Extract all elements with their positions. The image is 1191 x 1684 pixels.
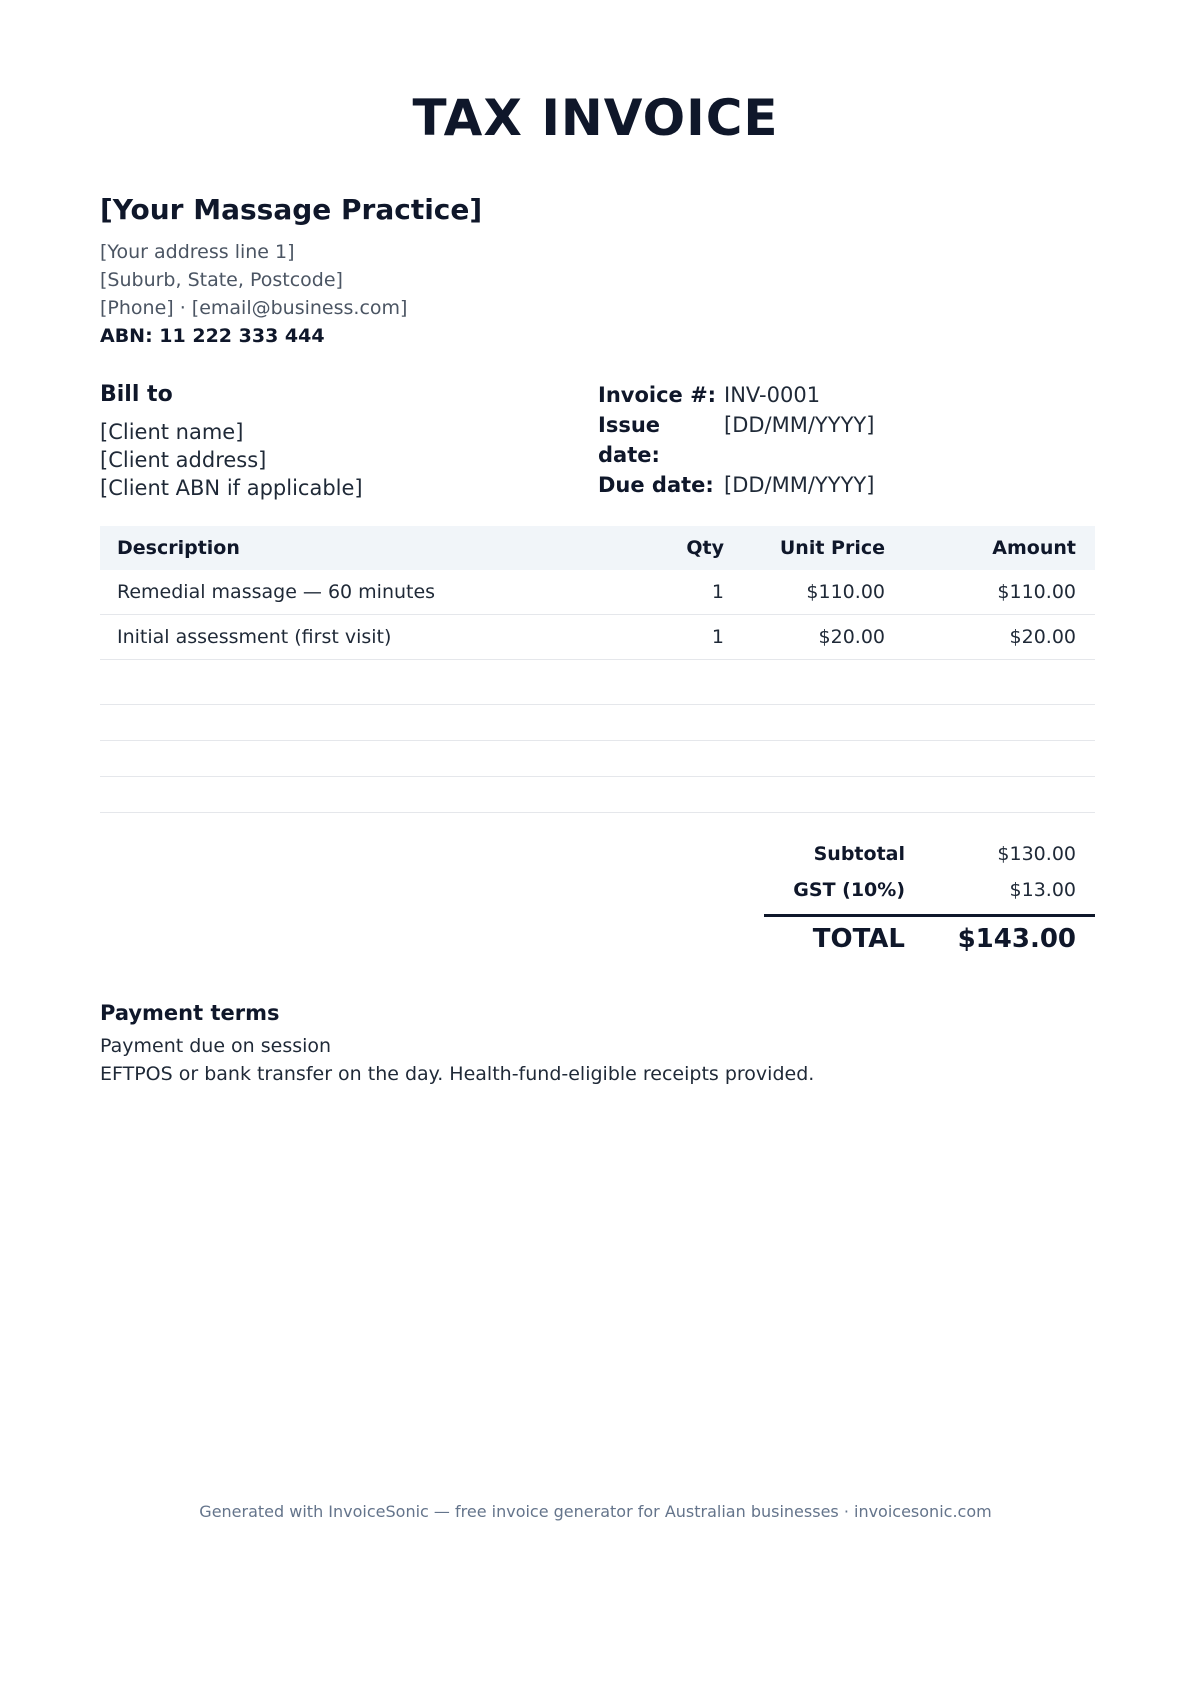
due-date-label: Due date: bbox=[598, 473, 714, 497]
issue-date-label: Issue date: bbox=[598, 413, 661, 467]
header-description: Description bbox=[117, 537, 240, 559]
empty-row bbox=[100, 705, 1095, 741]
footer-text: Generated with InvoiceSonic — free invoice generator for Australian businesses · invoicesonic.com bbox=[199, 1502, 992, 1521]
line-items-table bbox=[100, 526, 1095, 813]
client-address: [Client address] bbox=[100, 448, 267, 472]
business-address-line2: [Suburb, State, Postcode] bbox=[100, 269, 343, 291]
total-value: $143.00 bbox=[957, 924, 1076, 954]
payment-terms-heading: Payment terms bbox=[100, 1001, 280, 1025]
invoice-number-value: INV-0001 bbox=[724, 383, 821, 407]
client-abn: [Client ABN if applicable] bbox=[100, 476, 363, 500]
client-name: [Client name] bbox=[100, 420, 244, 444]
due-date-value: [DD/MM/YYYY] bbox=[724, 473, 875, 497]
header-unit-price: Unit Price bbox=[779, 537, 885, 559]
row-unit-price: $110.00 bbox=[806, 581, 885, 603]
row-amount: $20.00 bbox=[1009, 626, 1076, 648]
row-unit-price: $20.00 bbox=[818, 626, 885, 648]
subtotal-label: Subtotal bbox=[813, 843, 905, 865]
document-title: TAX INVOICE bbox=[412, 89, 779, 147]
table-header bbox=[100, 526, 1095, 570]
business-block bbox=[100, 192, 482, 350]
issue-date-value: [DD/MM/YYYY] bbox=[724, 413, 875, 437]
business-contact: [Phone] · [email@business.com] bbox=[100, 297, 408, 319]
gst-value: $13.00 bbox=[1009, 879, 1076, 901]
issue-date-row bbox=[598, 410, 874, 470]
payment-terms-line1: Payment due on session bbox=[100, 1035, 332, 1057]
row-description: Initial assessment (first visit) bbox=[117, 626, 392, 648]
total-label: TOTAL bbox=[812, 924, 905, 954]
due-date-row bbox=[598, 470, 874, 500]
gst-label: GST (10%) bbox=[793, 879, 905, 901]
empty-row bbox=[100, 741, 1095, 777]
row-description: Remedial massage — 60 minutes bbox=[117, 581, 436, 603]
row-qty: 1 bbox=[711, 626, 724, 648]
bill-to-heading: Bill to bbox=[100, 382, 173, 407]
table-row bbox=[100, 615, 1095, 660]
business-abn: ABN: 11 222 333 444 bbox=[100, 325, 325, 347]
payment-terms-line2: EFTPOS or bank transfer on the day. Health-fund-eligible receipts provided. bbox=[100, 1063, 815, 1085]
business-name: [Your Massage Practice] bbox=[100, 193, 483, 226]
business-address-line1: [Your address line 1] bbox=[100, 241, 295, 263]
table-row bbox=[100, 570, 1095, 615]
totals-block bbox=[764, 836, 1095, 961]
total-row bbox=[764, 914, 1095, 961]
invoice-number-row bbox=[598, 380, 874, 410]
payment-terms-block bbox=[100, 998, 814, 1088]
empty-row bbox=[100, 777, 1095, 813]
subtotal-row bbox=[764, 836, 1095, 872]
invoice-meta bbox=[598, 380, 874, 500]
gst-row bbox=[764, 872, 1095, 908]
header-amount: Amount bbox=[992, 537, 1076, 559]
row-amount: $110.00 bbox=[997, 581, 1076, 603]
subtotal-value: $130.00 bbox=[997, 843, 1076, 865]
bill-to-block bbox=[100, 380, 363, 502]
invoice-number-label: Invoice #: bbox=[598, 383, 717, 407]
header-qty: Qty bbox=[686, 537, 724, 559]
row-qty: 1 bbox=[711, 581, 724, 603]
empty-row bbox=[100, 660, 1095, 705]
